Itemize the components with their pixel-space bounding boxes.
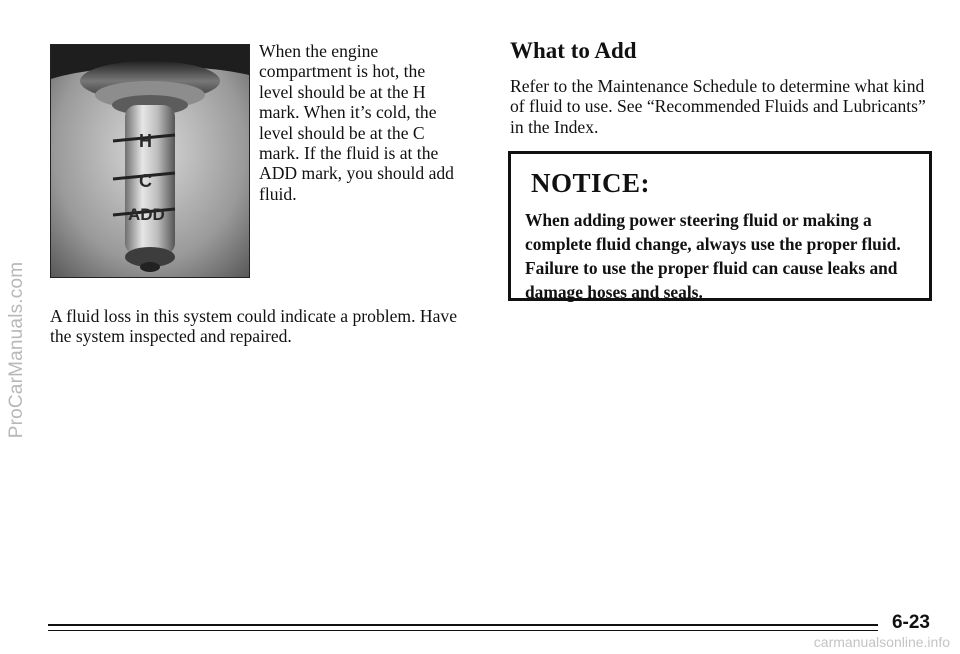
mark-c: C (139, 171, 152, 191)
side-watermark-text: ProCarManuals.com (6, 261, 27, 439)
footer-rule-bottom (48, 630, 878, 631)
notice-body: When adding power steering fluid or making a complete fluid change, always use the proper fluid. Failure to use the proper fluid can cause leaks and damage hoses and seals. (525, 210, 901, 302)
section-heading: What to Add (510, 38, 637, 63)
bottom-watermark: carmanualsonline.info (813, 634, 950, 650)
notice-title: NOTICE: (531, 168, 651, 198)
footer-rule-top (48, 624, 878, 626)
intro-paragraph: Refer to the Maintenance Schedule to determine what kind of fluid to use. See “Recommended Fluids and Lubricants” in the Index. (510, 76, 926, 137)
notice-box (508, 151, 932, 301)
side-watermark (2, 200, 32, 500)
fluid-loss-text: A fluid loss in this system could indicate a problem. Have the system inspected and repaired. (50, 306, 458, 347)
level-instructions-text: When the engine compartment is hot, the level should be at the H mark. When it’s cold, the level should be at the C mark. If the fluid is at the ADD mark, you should add fluid. (259, 41, 454, 204)
mark-h: H (139, 131, 152, 151)
dipstick-illustration (51, 45, 249, 277)
dipstick-photo (50, 44, 250, 278)
level-instructions (259, 41, 459, 204)
mark-add: ADD (128, 205, 165, 224)
fluid-loss-paragraph (50, 306, 470, 347)
page-number: 6-23 (891, 612, 930, 633)
